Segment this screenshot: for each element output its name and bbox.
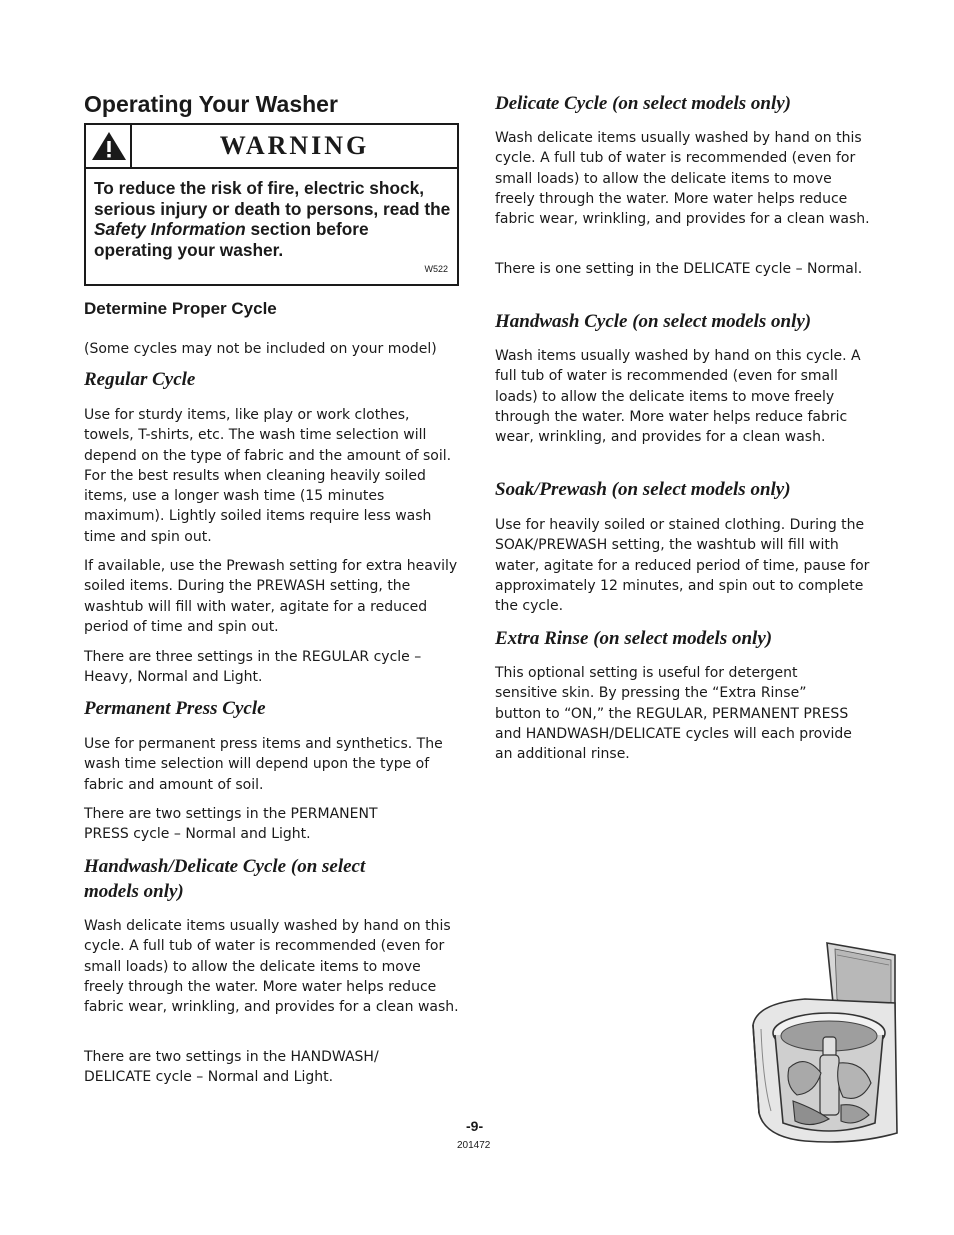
warning-triangle-icon bbox=[90, 130, 128, 162]
extra-rinse-title: Extra Rinse (on select models only) bbox=[495, 628, 773, 649]
warning-code: W522 bbox=[424, 264, 448, 274]
warning-text: To reduce the risk of fire, electric shock, serious injury or death to persons, read the Safety Information section before operating your washer. bbox=[94, 178, 451, 260]
regular-cycle-title: Regular Cycle bbox=[84, 369, 196, 390]
delicate-cycle-description: Wash delicate items usually washed by hand on this cycle. A full tub of water is recommended (even for small loads) to allow the delicate items to move freely through the water. More water helps reduce fabric wear, wrinkling, and provides for a clean wash. bbox=[495, 130, 870, 228]
handwash-delicate-cycle-title: Handwash/Delicate Cycle (on select models only) bbox=[84, 856, 366, 902]
extra-rinse-description: This optional setting is useful for detergent sensitive skin. By pressing the “Extra Rinse” button to “ON,” the REGULAR, PERMANENT PRESS and HANDWASH/DELICATE cycles will each provide an additional rinse. bbox=[495, 665, 852, 763]
soak-prewash-description: Use for heavily soiled or stained clothing. During the SOAK/PREWASH setting, the washtub will fill with water, agitate for a reduced period of time, pause for approximately 12 minutes, and spin out to complete the cycle. bbox=[495, 517, 870, 615]
delicate-cycle-settings: There is one setting in the DELICATE cycle – Normal. bbox=[495, 261, 863, 277]
cycle-availability-note: (Some cycles may not be included on your model) bbox=[84, 341, 437, 357]
permanent-press-description: Use for permanent press items and synthetics. The wash time selection will depend upon the type of fabric and amount of soil. bbox=[84, 736, 443, 793]
warning-title: WARNING bbox=[219, 131, 370, 160]
delicate-cycle-title: Delicate Cycle (on select models only) bbox=[495, 93, 791, 114]
regular-cycle-prewash-note: If available, use the Prewash setting for extra heavily soiled items. During the PREWASH setting, the washtub will fill with water, agitate for a reduced period of time and spin out. bbox=[84, 558, 458, 635]
section-heading: Determine Proper Cycle bbox=[84, 299, 277, 318]
regular-cycle-description: Use for sturdy items, like play or work clothes, towels, T-shirts, etc. The wash time selection will depend on the type of fabric and the amount of soil. For the best results when cleaning heavily soiled items, use a longer wash time (15 minutes maximum). Lightly soiled items require less wash time and spin out. bbox=[84, 407, 452, 545]
warning-box bbox=[84, 123, 459, 286]
warning-header bbox=[86, 125, 457, 169]
handwash-delicate-settings: There are two settings in the HANDWASH/ DELICATE cycle – Normal and Light. bbox=[84, 1049, 379, 1086]
handwash-delicate-description: Wash delicate items usually washed by hand on this cycle. A full tub of water is recommended (even for small loads) to allow the delicate items to move freely through the water. More water helps reduce fabric wear, wrinkling, and provides for a clean wash. bbox=[84, 918, 459, 1016]
handwash-cycle-title: Handwash Cycle (on select models only) bbox=[495, 311, 812, 332]
handwash-cycle-description: Wash items usually washed by hand on this cycle. A full tub of water is recommended (even for small loads) to allow the delicate items to move freely through the water. More water helps reduce fabric wear, wrinkling, and provides for a clean wash. bbox=[495, 348, 861, 446]
soak-prewash-title: Soak/Prewash (on select models only) bbox=[495, 479, 791, 500]
washer-illustration-icon bbox=[745, 933, 900, 1145]
page-title: Operating Your Washer bbox=[84, 91, 338, 117]
regular-cycle-settings: There are three settings in the REGULAR cycle – Heavy, Normal and Light. bbox=[84, 649, 422, 686]
permanent-press-settings: There are two settings in the PERMANENT PRESS cycle – Normal and Light. bbox=[84, 806, 378, 843]
document-code: 201472 bbox=[457, 1140, 491, 1151]
page-number: -9- bbox=[466, 1118, 484, 1134]
permanent-press-cycle-title: Permanent Press Cycle bbox=[84, 698, 266, 719]
warning-icon-cell bbox=[86, 125, 132, 167]
